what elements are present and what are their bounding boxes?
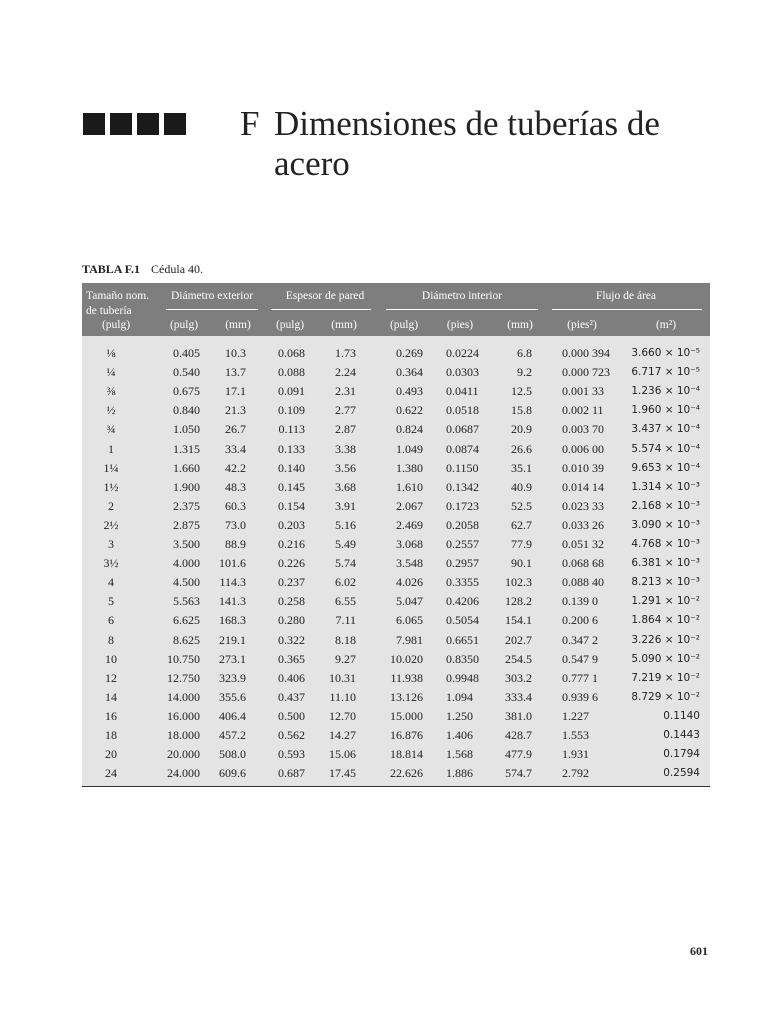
cell-size: ⅛ xyxy=(106,346,116,360)
cell-od-mm: 114.3 xyxy=(219,575,246,590)
cell-id-ft: 0.9948 xyxy=(446,670,479,685)
cell-id-mm: 12.5 xyxy=(511,384,532,399)
cell-wt-mm: 11.10 xyxy=(329,689,356,704)
unit-outer-mm: (mm) xyxy=(225,319,251,331)
cell-id-mm: 9.2 xyxy=(517,365,532,380)
table-row xyxy=(82,440,710,459)
cell-od-mm: 21.3 xyxy=(225,403,246,418)
cell-wt-mm: 2.31 xyxy=(335,384,356,399)
cell-area-m2: 7.219 × 10⁻² xyxy=(631,671,700,684)
cell-wt-mm: 2.87 xyxy=(335,422,356,437)
cell-wt-mm: 2.24 xyxy=(335,365,356,380)
cell-od-mm: 141.3 xyxy=(219,594,246,609)
cell-area-m2: 5.574 × 10⁻⁴ xyxy=(631,442,700,455)
header-rule-inner xyxy=(386,309,538,310)
cell-id-mm: 154.1 xyxy=(505,613,532,628)
cell-id-ft: 0.0687 xyxy=(446,422,479,437)
cell-wt-in: 0.687 xyxy=(278,766,305,781)
cell-wt-mm: 6.55 xyxy=(335,594,356,609)
cell-size: 1½ xyxy=(103,479,119,494)
table-row xyxy=(82,363,710,382)
cell-wt-mm: 17.45 xyxy=(329,766,356,781)
table-row xyxy=(82,382,710,401)
cell-wt-mm: 7.11 xyxy=(335,613,356,628)
cell-id-in: 5.047 xyxy=(396,594,423,609)
cell-id-mm: 254.5 xyxy=(505,651,532,666)
cell-area-ft2: 0.200 6 xyxy=(562,613,598,628)
cell-area-ft2: 1.553 xyxy=(562,728,589,742)
cell-wt-mm: 3.38 xyxy=(335,441,356,456)
cell-od-mm: 219.1 xyxy=(219,632,246,647)
cell-id-in: 22.626 xyxy=(390,766,423,781)
cell-size: ¾ xyxy=(106,422,116,437)
table-row xyxy=(82,745,710,764)
cell-wt-in: 0.322 xyxy=(278,632,305,647)
cell-size: 6 xyxy=(108,613,114,628)
header-outer-diameter: Diámetro exterior xyxy=(170,290,254,302)
table-row xyxy=(82,516,710,535)
table-row xyxy=(82,459,710,478)
cell-area-m2: 1.314 × 10⁻³ xyxy=(631,480,700,493)
cell-id-ft: 1.094 xyxy=(446,689,473,704)
cell-id-in: 0.622 xyxy=(396,403,423,418)
table-row xyxy=(82,611,710,630)
cell-area-ft2: 0.010 39 xyxy=(562,460,604,475)
cell-od-in: 1.050 xyxy=(173,422,200,437)
table-row xyxy=(82,764,710,783)
cell-id-mm: 52.5 xyxy=(511,498,532,513)
cell-wt-in: 0.154 xyxy=(278,498,305,513)
cell-wt-mm: 2.77 xyxy=(335,403,356,418)
cell-wt-in: 0.500 xyxy=(278,708,305,723)
cell-od-mm: 323.9 xyxy=(219,670,246,685)
cell-od-in: 10.750 xyxy=(167,651,200,666)
cell-od-in: 4.500 xyxy=(173,575,200,590)
cell-wt-mm: 5.49 xyxy=(335,537,356,551)
cell-od-in: 5.563 xyxy=(173,594,200,609)
cell-area-ft2: 0.003 70 xyxy=(562,422,604,437)
pipe-dimensions-table xyxy=(82,283,710,787)
cell-wt-in: 0.365 xyxy=(278,651,305,666)
cell-wt-in: 0.406 xyxy=(278,670,305,685)
cell-id-in: 1.049 xyxy=(396,441,423,456)
table-row xyxy=(82,669,710,688)
cell-wt-mm: 10.31 xyxy=(329,670,356,685)
cell-area-ft2: 0.033 26 xyxy=(562,517,604,532)
cell-id-mm: 128.2 xyxy=(505,594,532,609)
cell-id-ft: 0.2957 xyxy=(446,556,479,571)
cell-wt-in: 0.113 xyxy=(278,422,305,437)
cell-od-in: 16.000 xyxy=(167,708,200,723)
cell-area-ft2: 2.792 xyxy=(562,766,589,781)
cell-area-m2: 8.213 × 10⁻³ xyxy=(631,576,700,589)
header-inner-diameter: Diámetro interior xyxy=(421,290,503,302)
cell-id-in: 4.026 xyxy=(396,575,423,590)
cell-area-m2: 3.226 × 10⁻² xyxy=(631,633,700,646)
cell-od-in: 2.375 xyxy=(173,498,200,513)
cell-od-in: 6.625 xyxy=(173,613,200,628)
cell-size: ½ xyxy=(106,403,116,418)
cell-od-in: 18.000 xyxy=(167,728,200,742)
chapter-marker-squares xyxy=(83,113,186,135)
unit-inner-in: (pulg) xyxy=(389,319,419,331)
cell-id-mm: 35.1 xyxy=(511,460,532,475)
cell-id-in: 3.068 xyxy=(396,537,423,551)
header-flow-area: Flujo de área xyxy=(595,290,657,302)
cell-area-m2: 1.960 × 10⁻⁴ xyxy=(631,404,700,417)
cell-id-in: 3.548 xyxy=(396,556,423,571)
table-body xyxy=(82,336,710,786)
cell-area-ft2: 0.088 40 xyxy=(562,575,604,590)
page-number: 601 xyxy=(690,944,708,958)
cell-wt-in: 0.226 xyxy=(278,556,305,571)
table-row xyxy=(82,726,710,745)
cell-area-ft2: 0.001 33 xyxy=(562,384,604,399)
cell-id-ft: 0.0874 xyxy=(446,441,479,456)
table-row xyxy=(82,650,710,669)
cell-od-mm: 42.2 xyxy=(225,460,246,475)
table-row xyxy=(82,478,710,497)
table-row xyxy=(82,592,710,611)
cell-id-ft: 0.5054 xyxy=(446,613,479,628)
cell-wt-in: 0.088 xyxy=(278,365,305,380)
cell-wt-mm: 14.27 xyxy=(329,728,356,742)
black-square-icon xyxy=(164,113,186,135)
cell-size: 1¼ xyxy=(103,460,119,475)
cell-od-mm: 73.0 xyxy=(225,517,246,532)
cell-od-in: 1.660 xyxy=(173,460,200,475)
cell-area-ft2: 0.139 0 xyxy=(562,594,598,609)
cell-id-in: 0.493 xyxy=(396,384,423,399)
cell-wt-in: 0.140 xyxy=(278,460,305,475)
cell-area-m2: 1.864 × 10⁻² xyxy=(631,614,700,627)
cell-size: 18 xyxy=(105,728,117,742)
cell-area-m2: 3.660 × 10⁻⁵ xyxy=(631,347,700,359)
black-square-icon xyxy=(110,113,132,135)
cell-id-mm: 202.7 xyxy=(505,632,532,647)
cell-area-ft2: 0.000 394 xyxy=(562,346,610,360)
cell-od-mm: 101.6 xyxy=(219,556,246,571)
cell-area-ft2: 0.000 723 xyxy=(562,365,610,380)
table-row xyxy=(82,420,710,439)
cell-wt-mm: 12.70 xyxy=(329,708,356,723)
header-rule-flow xyxy=(552,309,702,310)
cell-area-m2: 1.291 × 10⁻² xyxy=(631,595,700,608)
cell-size: 2½ xyxy=(103,517,119,532)
cell-wt-in: 0.280 xyxy=(278,613,305,628)
cell-id-ft: 0.0411 xyxy=(446,384,479,399)
cell-id-in: 1.610 xyxy=(396,479,423,494)
cell-wt-mm: 5.74 xyxy=(335,556,356,571)
cell-od-mm: 609.6 xyxy=(219,766,246,781)
header-size: Tamaño nom. de tubería xyxy=(86,290,150,317)
cell-id-in: 7.981 xyxy=(396,632,423,647)
cell-id-mm: 381.0 xyxy=(505,708,532,723)
cell-size: ¼ xyxy=(106,365,116,380)
cell-id-in: 18.814 xyxy=(390,747,423,762)
cell-size: ⅜ xyxy=(106,384,116,399)
cell-wt-in: 0.216 xyxy=(278,537,305,551)
cell-wt-in: 0.593 xyxy=(278,747,305,762)
cell-wt-mm: 8.18 xyxy=(335,632,356,647)
cell-id-in: 13.126 xyxy=(390,689,423,704)
cell-od-in: 8.625 xyxy=(173,632,200,647)
cell-area-m2: 0.1140 xyxy=(663,709,700,722)
cell-id-mm: 477.9 xyxy=(505,747,532,762)
cell-id-mm: 15.8 xyxy=(511,403,532,418)
cell-size: 12 xyxy=(105,670,117,685)
header-rule-outer xyxy=(166,309,258,310)
cell-area-ft2: 0.347 2 xyxy=(562,632,598,647)
cell-area-ft2: 0.068 68 xyxy=(562,556,604,571)
table-row xyxy=(82,688,710,707)
cell-id-in: 16.876 xyxy=(390,728,423,742)
cell-size: 2 xyxy=(108,498,114,513)
cell-id-ft: 0.1723 xyxy=(446,498,479,513)
cell-area-m2: 8.729 × 10⁻² xyxy=(631,690,700,703)
cell-od-in: 14.000 xyxy=(167,689,200,704)
table-row xyxy=(82,535,710,554)
cell-area-ft2: 0.023 33 xyxy=(562,498,604,513)
cell-area-ft2: 0.051 32 xyxy=(562,537,604,551)
cell-id-mm: 574.7 xyxy=(505,766,532,781)
cell-area-ft2: 1.227 xyxy=(562,708,589,723)
cell-id-mm: 77.9 xyxy=(511,537,532,551)
cell-wt-mm: 9.27 xyxy=(335,651,356,666)
cell-area-ft2: 0.002 11 xyxy=(562,403,604,418)
table-caption-text: Cédula 40. xyxy=(151,262,204,276)
cell-id-in: 2.469 xyxy=(396,517,423,532)
cell-id-mm: 102.3 xyxy=(505,575,532,590)
cell-od-mm: 457.2 xyxy=(219,728,246,742)
table-row xyxy=(82,554,710,573)
cell-od-mm: 355.6 xyxy=(219,689,246,704)
cell-area-m2: 5.090 × 10⁻² xyxy=(631,652,700,665)
cell-area-m2: 4.768 × 10⁻³ xyxy=(631,538,700,550)
cell-od-mm: 88.9 xyxy=(225,537,246,551)
cell-area-ft2: 0.939 6 xyxy=(562,689,598,704)
cell-size: 5 xyxy=(108,594,114,609)
cell-area-m2: 3.437 × 10⁻⁴ xyxy=(631,423,700,436)
cell-area-ft2: 1.931 xyxy=(562,747,589,762)
table-row xyxy=(82,573,710,592)
cell-id-in: 11.938 xyxy=(390,670,423,685)
cell-size: 24 xyxy=(105,766,117,781)
chapter-letter: F xyxy=(240,104,260,143)
cell-wt-in: 0.068 xyxy=(278,346,305,360)
cell-od-mm: 33.4 xyxy=(225,441,246,456)
unit-inner-mm: (mm) xyxy=(507,319,533,331)
cell-area-ft2: 0.777 1 xyxy=(562,670,598,685)
cell-od-in: 0.675 xyxy=(173,384,200,399)
cell-id-ft: 0.8350 xyxy=(446,651,479,666)
table-row xyxy=(82,707,710,726)
cell-od-in: 0.840 xyxy=(173,403,200,418)
cell-size: 4 xyxy=(108,575,114,590)
cell-id-ft: 0.2557 xyxy=(446,537,479,551)
cell-id-ft: 0.0518 xyxy=(446,403,479,418)
cell-od-in: 20.000 xyxy=(167,747,200,762)
cell-od-in: 3.500 xyxy=(173,537,200,551)
cell-id-mm: 20.9 xyxy=(511,422,532,437)
unit-flow-m2: (m²) xyxy=(655,319,677,331)
cell-id-mm: 26.6 xyxy=(511,441,532,456)
black-square-icon xyxy=(137,113,159,135)
cell-id-ft: 0.2058 xyxy=(446,517,479,532)
cell-od-in: 12.750 xyxy=(167,670,200,685)
unit-outer-in: (pulg) xyxy=(169,319,199,331)
cell-size: 14 xyxy=(105,689,117,704)
cell-od-in: 1.900 xyxy=(173,479,200,494)
cell-id-ft: 0.4206 xyxy=(446,594,479,609)
cell-wt-in: 0.133 xyxy=(278,441,305,456)
cell-wt-mm: 3.56 xyxy=(335,460,356,475)
cell-area-m2: 0.2594 xyxy=(663,767,700,780)
cell-od-in: 24.000 xyxy=(167,766,200,781)
table-row xyxy=(82,344,710,363)
unit-wall-mm: (mm) xyxy=(331,319,357,331)
cell-id-ft: 0.1150 xyxy=(446,460,479,475)
cell-od-in: 0.540 xyxy=(173,365,200,380)
cell-size: 3½ xyxy=(103,556,119,571)
cell-area-ft2: 0.547 9 xyxy=(562,651,598,666)
cell-od-mm: 13.7 xyxy=(225,365,246,380)
cell-od-mm: 10.3 xyxy=(225,346,246,360)
cell-wt-mm: 6.02 xyxy=(335,575,356,590)
cell-od-mm: 17.1 xyxy=(225,384,246,399)
chapter-title: Dimensiones de tuberías de acero xyxy=(274,104,660,183)
unit-size: (pulg) xyxy=(101,319,131,331)
cell-id-mm: 428.7 xyxy=(505,728,532,742)
unit-wall-in: (pulg) xyxy=(275,319,305,331)
cell-od-in: 1.315 xyxy=(173,441,200,456)
cell-area-m2: 3.090 × 10⁻³ xyxy=(631,518,700,531)
black-square-icon xyxy=(83,113,105,135)
cell-area-m2: 0.1794 xyxy=(663,748,700,761)
cell-id-mm: 303.2 xyxy=(505,670,532,685)
cell-wt-in: 0.258 xyxy=(278,594,305,609)
cell-wt-in: 0.237 xyxy=(278,575,305,590)
unit-flow-ft2: (pies²) xyxy=(567,319,597,331)
cell-area-ft2: 0.014 14 xyxy=(562,479,604,494)
cell-area-m2: 6.381 × 10⁻³ xyxy=(631,557,700,570)
cell-wt-mm: 3.91 xyxy=(335,498,356,513)
header-wall-thickness: Espesor de pared xyxy=(285,290,365,302)
cell-id-ft: 1.568 xyxy=(446,747,473,762)
cell-od-in: 4.000 xyxy=(173,556,200,571)
cell-size: 3 xyxy=(108,537,114,551)
cell-od-mm: 508.0 xyxy=(219,747,246,762)
cell-id-in: 15.000 xyxy=(390,708,423,723)
cell-id-in: 10.020 xyxy=(390,651,423,666)
cell-id-ft: 1.886 xyxy=(446,766,473,781)
cell-id-in: 0.824 xyxy=(396,422,423,437)
table-row xyxy=(82,631,710,650)
cell-id-ft: 0.6651 xyxy=(446,632,479,647)
cell-size: 16 xyxy=(105,708,117,723)
cell-id-ft: 0.0303 xyxy=(446,365,479,380)
table-bottom-rule xyxy=(82,786,710,787)
cell-od-in: 0.405 xyxy=(173,346,200,360)
cell-id-mm: 333.4 xyxy=(505,689,532,704)
cell-id-in: 6.065 xyxy=(396,613,423,628)
cell-id-mm: 62.7 xyxy=(511,517,532,532)
cell-id-mm: 40.9 xyxy=(511,479,532,494)
cell-area-m2: 1.236 × 10⁻⁴ xyxy=(631,385,700,398)
cell-area-ft2: 0.006 00 xyxy=(562,441,604,456)
cell-id-in: 2.067 xyxy=(396,498,423,513)
cell-size: 8 xyxy=(108,632,114,647)
cell-id-mm: 90.1 xyxy=(511,556,532,571)
cell-wt-in: 0.562 xyxy=(278,728,305,742)
cell-id-ft: 0.3355 xyxy=(446,575,479,590)
table-caption-label: TABLA F.1 xyxy=(82,262,141,276)
table-caption xyxy=(82,262,203,277)
cell-id-ft: 1.250 xyxy=(446,708,473,723)
cell-id-ft: 1.406 xyxy=(446,728,473,742)
cell-od-mm: 406.4 xyxy=(219,708,246,723)
cell-size: 10 xyxy=(105,651,117,666)
cell-area-m2: 2.168 × 10⁻³ xyxy=(631,499,700,512)
table-header xyxy=(82,283,710,336)
cell-wt-mm: 3.68 xyxy=(335,479,356,494)
header-rule-wall xyxy=(271,309,371,310)
cell-wt-mm: 15.06 xyxy=(329,747,356,762)
cell-wt-mm: 1.73 xyxy=(335,346,356,360)
cell-id-in: 1.380 xyxy=(396,460,423,475)
cell-od-in: 2.875 xyxy=(173,517,200,532)
cell-wt-in: 0.203 xyxy=(278,517,305,532)
cell-area-m2: 0.1443 xyxy=(663,729,700,741)
unit-inner-ft: (pies) xyxy=(446,319,474,331)
cell-area-m2: 9.653 × 10⁻⁴ xyxy=(631,461,700,474)
cell-id-ft: 0.0224 xyxy=(446,346,479,360)
cell-od-mm: 273.1 xyxy=(219,651,246,666)
cell-size: 1 xyxy=(108,441,114,456)
cell-area-m2: 6.717 × 10⁻⁵ xyxy=(631,366,700,379)
cell-od-mm: 60.3 xyxy=(225,498,246,513)
cell-wt-in: 0.437 xyxy=(278,689,305,704)
cell-wt-mm: 5.16 xyxy=(335,517,356,532)
cell-size: 20 xyxy=(105,747,117,762)
cell-id-in: 0.269 xyxy=(396,346,423,360)
cell-id-in: 0.364 xyxy=(396,365,423,380)
table-row xyxy=(82,401,710,420)
cell-wt-in: 0.145 xyxy=(278,479,305,494)
table-row xyxy=(82,497,710,516)
cell-wt-in: 0.109 xyxy=(278,403,305,418)
cell-wt-in: 0.091 xyxy=(278,384,305,399)
cell-od-mm: 26.7 xyxy=(225,422,246,437)
cell-od-mm: 168.3 xyxy=(219,613,246,628)
cell-od-mm: 48.3 xyxy=(225,479,246,494)
cell-id-ft: 0.1342 xyxy=(446,479,479,494)
cell-id-mm: 6.8 xyxy=(517,346,532,360)
